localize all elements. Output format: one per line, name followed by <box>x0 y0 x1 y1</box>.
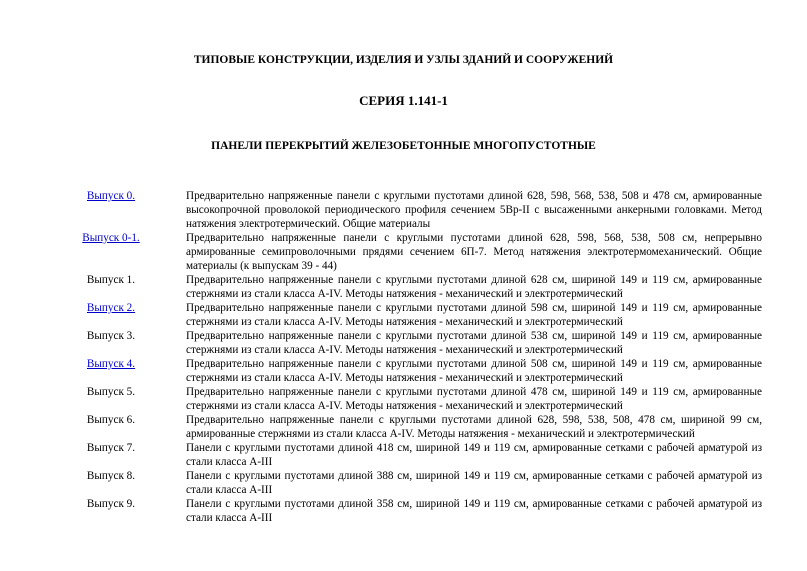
issue-description: Предварительно напряженные панели с круглыми пустотами длиной 628, 598, 538, 508, 478 см, шириной 99 см, армированные стержнями из стали класса А-IV. Методы натяжения - механический и электротермический <box>186 414 762 440</box>
list-item <box>70 329 762 357</box>
list-item <box>70 273 762 301</box>
issue-description: Предварительно напряженные панели с круглыми пустотами длиной 508 см, шириной 149 и 119 см, армированные стержнями из стали класса А-IV. Методы натяжения - механический и электротермический <box>186 358 762 384</box>
issue-description: Панели с круглыми пустотами длиной 418 см, шириной 149 и 119 см, армированные сетками с рабочей арматурой из стали класса А-III <box>186 442 762 468</box>
list-item <box>70 497 762 525</box>
document-title: ТИПОВЫЕ КОНСТРУКЦИИ, ИЗДЕЛИЯ И УЗЛЫ ЗДАНИЙ И СООРУЖЕНИЙ <box>193 54 614 66</box>
section-subtitle: ПАНЕЛИ ПЕРЕКРЫТИЙ ЖЕЛЕЗОБЕТОННЫЕ МНОГОПУСТОТНЫЕ <box>211 140 596 152</box>
issue-label: Выпуск 1. <box>86 274 136 286</box>
issue-link[interactable]: Выпуск 2. <box>86 302 136 314</box>
issue-label: Выпуск 3. <box>86 330 136 342</box>
issue-description: Предварительно напряженные панели с круглыми пустотами длиной 628, 598, 568, 538, 508 см, непрерывно армированные семипроволочными прядями сечением 6П-7. Метод натяжения электротермомеханический. Общие материалы (к выпускам 39 - 44) <box>186 232 762 272</box>
issue-label: Выпуск 8. <box>86 470 136 482</box>
list-item <box>70 385 762 413</box>
issue-link[interactable]: Выпуск 4. <box>86 358 136 370</box>
issue-label: Выпуск 7. <box>86 442 136 454</box>
series-heading: СЕРИЯ 1.141-1 <box>359 93 448 108</box>
issue-description: Предварительно напряженные панели с круглыми пустотами длиной 478 см, шириной 149 и 119 см, армированные стержнями из стали класса А-IV. Методы натяжения - механический и электротермический <box>186 386 762 412</box>
issue-label: Выпуск 6. <box>86 414 136 426</box>
list-item <box>70 301 762 329</box>
issue-description: Панели с круглыми пустотами длиной 358 см, шириной 149 и 119 см, армированные сетками с рабочей арматурой из стали класса А-III <box>186 498 762 524</box>
list-item <box>70 413 762 441</box>
issue-description: Предварительно напряженные панели с круглыми пустотами длиной 598 см, шириной 149 и 119 см, армированные стержнями из стали класса А-IV. Методы натяжения - механический и электротермический <box>186 302 762 328</box>
issue-description: Предварительно напряженные панели с круглыми пустотами длиной 628 см, шириной 149 и 119 см, армированные стержнями из стали класса А-IV. Методы натяжения - механический и электротермический <box>186 274 762 300</box>
list-item <box>70 441 762 469</box>
list-item <box>70 189 762 231</box>
list-item <box>70 357 762 385</box>
issue-label: Выпуск 5. <box>86 386 136 398</box>
issue-label: Выпуск 9. <box>86 498 136 510</box>
list-item <box>70 231 762 273</box>
issue-link[interactable]: Выпуск 0. <box>86 190 136 202</box>
issue-list <box>70 189 762 525</box>
issue-description: Предварительно напряженные панели с круглыми пустотами длиной 628, 598, 568, 538, 508 и 478 см, армированные высокопрочной проволокой периодического профиля сечением 5Вр-II с высаженными анкерными головками. Метод натяжения электротермический. Общие материалы <box>186 190 762 230</box>
list-item <box>70 469 762 497</box>
issue-description: Панели с круглыми пустотами длиной 388 см, шириной 149 и 119 см, армированные сетками с рабочей арматурой из стали класса А-III <box>186 470 762 496</box>
issue-description: Предварительно напряженные панели с круглыми пустотами длиной 538 см, шириной 149 и 119 см, армированные стержнями из стали класса А-IV. Методы натяжения - механический и электротермический <box>186 330 762 356</box>
issue-link[interactable]: Выпуск 0-1. <box>82 232 140 244</box>
